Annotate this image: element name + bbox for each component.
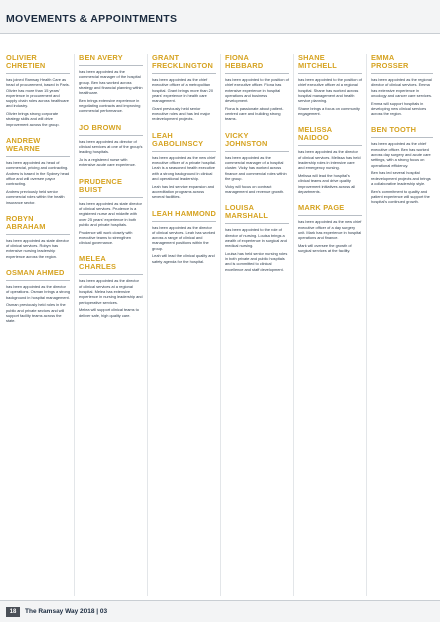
name-divider xyxy=(6,73,70,74)
name-divider xyxy=(225,151,289,152)
appointment-entry xyxy=(6,215,70,259)
appointment-entry xyxy=(152,132,216,200)
bio-paragraph: has been appointed as state director of clinical services. Prudence is a registered nurse and midwife with over 25 years' experience in both public and private hospitals. xyxy=(79,200,142,227)
bio-paragraph: Andrew previously held senior commercial roles within the health insurance sector. xyxy=(6,188,65,205)
appointment-entry xyxy=(79,54,143,114)
bio-paragraph: has been appointed as the director of clinical services at a regional hospital. Melea has extensive experience in nursing leadership and perioperative services. xyxy=(79,278,143,305)
publication-name: The Ramsay Way 2018 | 03 xyxy=(25,608,108,615)
section-title: MOVEMENTS & APPOINTMENTS xyxy=(6,13,178,25)
bio-paragraph: Ben has led several hospital redevelopment projects and brings a collaborative leadership style. xyxy=(371,170,431,186)
bio-paragraph: has been appointed as state director of clinical services. Robyn has extensive nursing leadership experience across the region. xyxy=(6,237,69,259)
bio-paragraph: Ben brings extensive experience in negotiating contracts and improving commercial performance. xyxy=(79,97,141,114)
name-divider xyxy=(152,221,216,222)
appointment-entry xyxy=(371,54,433,116)
column-1 xyxy=(6,54,70,333)
appointee-name: FIONA HEBBARD xyxy=(225,53,264,70)
appointment-entry xyxy=(152,210,216,264)
bio-paragraph: has been appointed as the commercial manager of a hospital cluster. Vicky has worked across finance and commercial roles within the group. xyxy=(225,154,287,181)
name-divider xyxy=(79,65,143,66)
name-divider xyxy=(298,215,362,216)
appointee-name: PRUDENCE BUIST xyxy=(79,176,123,194)
page-header xyxy=(0,0,440,34)
name-divider xyxy=(371,137,433,138)
appointee-name: JO BROWN xyxy=(79,122,122,132)
bio-paragraph: Leah has led service expansion and accreditation programs across several facilities. xyxy=(152,183,215,200)
appointee-name: LOUISA MARSHALL xyxy=(225,203,269,221)
name-divider xyxy=(79,274,143,275)
bio-paragraph: has been appointed as the director of clinical services. Leah has worked across a range of clinical and management positions within the group. xyxy=(152,224,216,251)
page-footer xyxy=(0,600,440,622)
name-divider xyxy=(79,135,143,136)
bio-paragraph: Melissa will lead the hospital's clinical teams and drive quality improvement initiatives across all departments. xyxy=(298,173,356,194)
appointment-entry xyxy=(225,54,289,122)
appointment-entry xyxy=(79,255,143,317)
bio-paragraph: has been appointed as the director of clinical services. Melissa has held leadership roles in intensive care and emergency nursing. xyxy=(298,149,361,171)
appointment-entry xyxy=(298,126,362,194)
appointment-entry xyxy=(79,124,143,168)
appointee-name: OSMAN AHMED xyxy=(6,268,65,278)
appointee-name: GRANT FRECKLINGTON xyxy=(152,53,213,70)
bio-paragraph: has been appointed as the chief executive officer of a metropolitan hospital. Grant brings more than 20 years' experience in health care management. xyxy=(152,77,213,104)
bio-paragraph: Fiona is passionate about patient-centred care and building strong teams. xyxy=(225,105,284,122)
appointee-name: LEAH GABOLINSCY xyxy=(152,130,204,148)
page-number: 18 xyxy=(6,607,20,617)
appointment-entry xyxy=(371,126,433,204)
bio-paragraph: Grant previously held senior executive roles and has led major redevelopment projects. xyxy=(152,105,210,122)
bio-paragraph: Prudence will work closely with executive teams to strengthen clinical governance. xyxy=(79,229,133,246)
appointment-entry xyxy=(225,132,289,194)
appointment-entry xyxy=(79,178,143,246)
column-5 xyxy=(298,54,362,263)
bio-paragraph: Jo is a registered nurse with extensive acute care experience. xyxy=(79,157,136,168)
bio-paragraph: Shane brings a focus on community engagement. xyxy=(298,105,360,117)
bio-paragraph: has been appointed as head of commercial, pricing and contracting. Andrew is based in the Sydney head office and will oversee payor contracting. xyxy=(6,160,70,187)
appointee-name: MELEA CHARLES xyxy=(79,254,117,272)
appointment-entry xyxy=(6,54,70,127)
bio-paragraph: Emma will support hospitals in developing new clinical services across the region. xyxy=(371,100,427,117)
name-divider xyxy=(371,73,433,74)
name-divider xyxy=(298,73,362,74)
bio-paragraph: has been appointed to the position of chief executive officer at a regional hospital. Shane has worked across hospital management and health service planning. xyxy=(298,77,362,104)
bio-paragraph: has been appointed as the chief executive officer. Ben has worked across day surgery and acute care settings, with a strong focus on operational efficiency. xyxy=(371,141,431,168)
bio-paragraph: Leah will lead the clinical quality and safety agenda for the hospital. xyxy=(152,253,215,264)
bio-paragraph: has been appointed as the new chief executive officer of a private hospital. Leah is a seasoned health executive with a strong background in clinical and operational leadership. xyxy=(152,154,216,181)
column-3 xyxy=(152,54,216,274)
bio-paragraph: has been appointed as director of clinical services at one of the group's leading hospitals. xyxy=(79,138,143,155)
name-divider xyxy=(225,73,289,74)
appointee-name: VICKY JOHNSTON xyxy=(225,130,268,148)
bio-paragraph: Vicky will focus on contract management and revenue growth. xyxy=(225,183,285,194)
name-divider xyxy=(6,156,70,157)
appointee-name: MARK PAGE xyxy=(298,203,345,213)
bio-paragraph: has joined Ramsay Health Care as head of procurement, based in Paris. Olivier has more than 15 years' experience in procurement and supply chain roles across healthcare and industry. xyxy=(6,77,70,109)
appointee-name: ROBYN ABRAHAM xyxy=(6,213,46,231)
bio-paragraph: Osman previously held roles in the public and private sectors and will support facility teams across the state. xyxy=(6,302,66,324)
name-divider xyxy=(152,73,216,74)
bio-paragraph: has been appointed as the regional director of clinical services. Emma has extensive experience in oncology and cancer care services. xyxy=(371,77,432,98)
appointee-name: BEN AVERY xyxy=(79,53,123,62)
bio-paragraph: has been appointed as the director of operations. Osman brings a strong background in hospital management. xyxy=(6,284,71,300)
column-4 xyxy=(225,54,289,282)
bio-paragraph: Olivier brings strong corporate strategy skills and will drive improvement across the group. xyxy=(6,111,60,127)
appointee-name: LEAH HAMMOND xyxy=(152,208,216,218)
bio-paragraph: Melea will support clinical teams to deliver safe, high quality care. xyxy=(79,307,139,318)
appointee-name: BEN TOOTH xyxy=(371,125,417,135)
name-divider xyxy=(225,223,289,224)
appointment-entry xyxy=(298,54,362,116)
appointee-name: MELISSA NAIDOO xyxy=(298,125,332,143)
name-divider xyxy=(6,234,70,235)
appointee-name: ANDREW WEARNE xyxy=(6,136,41,154)
bio-paragraph: Ben's commitment to quality and patient experience will support the hospital's continued growth. xyxy=(371,188,430,205)
bio-paragraph: Louisa has held senior nursing roles in both private and public hospitals and is committed to clinical excellence and staff development. xyxy=(225,250,288,272)
appointment-entry xyxy=(225,204,289,272)
bio-paragraph: has been appointed to the role of director of nursing. Louisa brings a wealth of experience in surgical and medical nursing. xyxy=(225,227,287,249)
appointment-entry xyxy=(152,54,216,122)
appointee-name: SHANE MITCHELL xyxy=(298,53,337,70)
name-divider xyxy=(152,151,216,152)
appointee-name: EMMA PROSSER xyxy=(371,53,409,70)
bio-paragraph: has been appointed to the position of chief executive officer. Fiona has extensive experience in hospital operations and business development. xyxy=(225,77,289,104)
footer-divider xyxy=(0,600,440,601)
bio-paragraph: has been appointed as the new chief executive officer of a day surgery unit. Mark has experience in hospital operations and finance. xyxy=(298,219,362,241)
name-divider xyxy=(298,145,362,146)
appointee-name: OLIVIER CHRETIEN xyxy=(6,53,46,70)
header-divider xyxy=(0,33,440,34)
column-2 xyxy=(79,54,143,328)
bio-paragraph: Mark will oversee the growth of surgical services at the facility. xyxy=(298,242,352,254)
name-divider xyxy=(6,280,70,281)
appointment-entry xyxy=(6,137,70,205)
bio-paragraph: has been appointed as the commercial manager of the hospital group. Ben has worked across strategy and financial planning within healthcare. xyxy=(79,69,143,96)
name-divider xyxy=(79,197,143,198)
column-6 xyxy=(371,54,433,215)
appointment-entry xyxy=(6,269,70,323)
appointment-entry xyxy=(298,204,362,253)
